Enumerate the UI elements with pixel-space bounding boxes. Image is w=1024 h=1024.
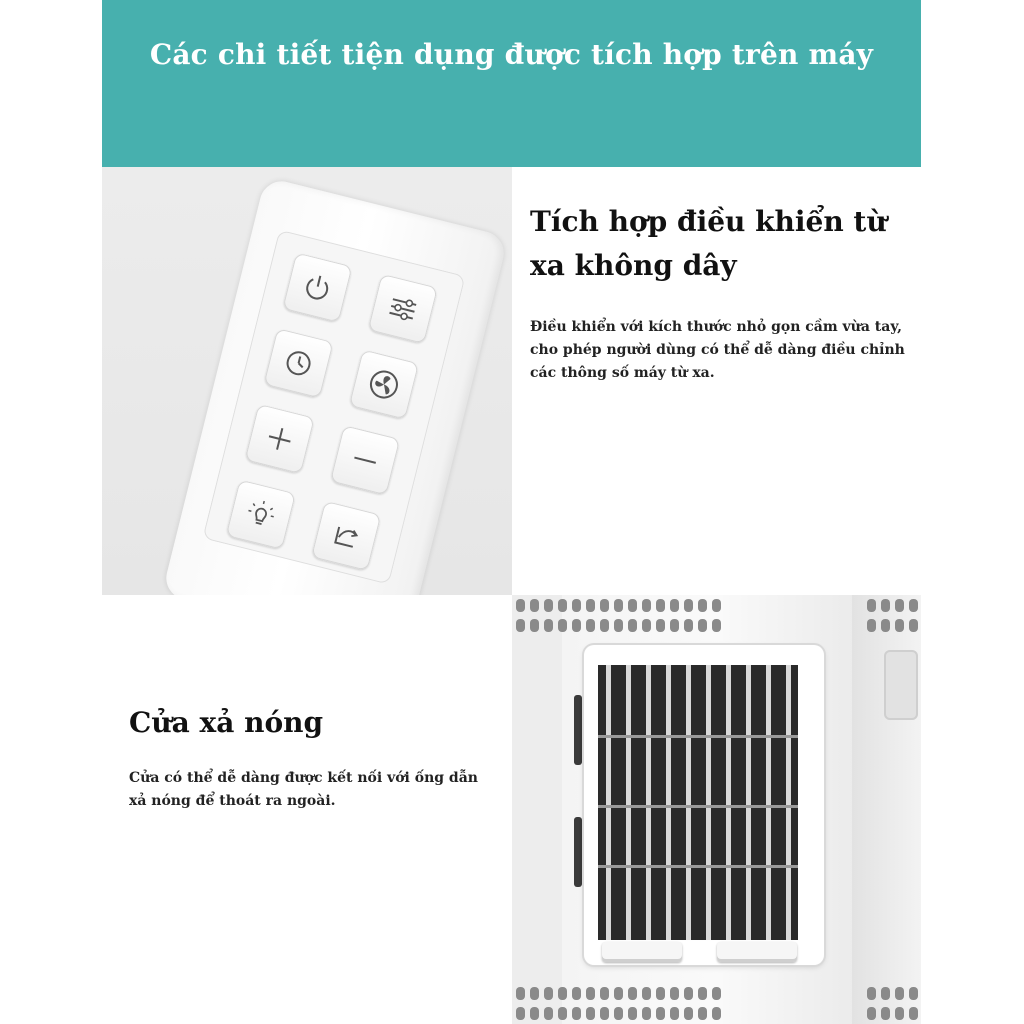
vent-hole xyxy=(558,619,567,632)
vent-hole xyxy=(684,1007,693,1020)
vent-hole xyxy=(530,619,539,632)
grill-bar xyxy=(666,665,671,940)
vent-hole xyxy=(530,1007,539,1020)
frame-clip xyxy=(717,942,797,962)
vent-hole xyxy=(530,599,539,612)
minus-icon xyxy=(330,425,400,495)
vent-hole xyxy=(698,1007,707,1020)
vent-hole xyxy=(642,599,651,612)
vent-hole xyxy=(895,599,904,612)
vent-hole xyxy=(656,987,665,1000)
banner-title: Các chi tiết tiện dụng được tích hợp trên máy xyxy=(149,38,874,71)
vent-hole xyxy=(586,987,595,1000)
vent-hole xyxy=(558,1007,567,1020)
vent-hole xyxy=(684,599,693,612)
vent-hole xyxy=(628,599,637,612)
vent-hole xyxy=(881,619,890,632)
vent-hole xyxy=(909,599,918,612)
vent-hole xyxy=(558,599,567,612)
remote-control-photo xyxy=(102,167,512,595)
vent-hole xyxy=(600,619,609,632)
light-bulb-icon xyxy=(226,479,296,549)
vent-hole xyxy=(614,1007,623,1020)
vent-hole xyxy=(516,987,525,1000)
vent-hole xyxy=(867,1007,876,1020)
vent-hole xyxy=(881,987,890,1000)
vent-hole xyxy=(867,599,876,612)
vent-hole xyxy=(684,619,693,632)
swing-icon xyxy=(311,501,381,571)
vent-hole xyxy=(670,599,679,612)
vent-hole xyxy=(586,599,595,612)
plus-icon xyxy=(245,404,315,474)
grill-bar xyxy=(786,665,791,940)
exhaust-description: Cửa có thể dễ dàng được kết nối với ống dẫn xả nóng để thoát ra ngoài. xyxy=(129,770,478,809)
vent-hole xyxy=(516,599,525,612)
vent-hole xyxy=(614,619,623,632)
vent-hole xyxy=(698,599,707,612)
vent-hole xyxy=(544,987,553,1000)
vent-hole xyxy=(895,1007,904,1020)
vent-hole xyxy=(586,1007,595,1020)
vent-hole xyxy=(656,599,665,612)
grill-bar xyxy=(766,665,771,940)
remote-description: Điều khiển với kích thước nhỏ gọn cầm vừa tay, cho phép người dùng có thể dễ dàng điều chỉnh các thông số máy từ xa. xyxy=(530,319,905,381)
vent-hole xyxy=(895,619,904,632)
vent-hole xyxy=(558,987,567,1000)
vent-hole xyxy=(572,1007,581,1020)
vent-hole xyxy=(516,1007,525,1020)
vent-hole xyxy=(572,987,581,1000)
vent-hole xyxy=(867,619,876,632)
grill-crossbar xyxy=(598,865,798,868)
vent-hole xyxy=(600,599,609,612)
vent-hole xyxy=(600,1007,609,1020)
remote-button-pad xyxy=(202,230,465,585)
vent-hole xyxy=(628,619,637,632)
vent-hole xyxy=(642,987,651,1000)
vent-hole xyxy=(712,619,721,632)
vent-hole xyxy=(712,1007,721,1020)
exhaust-heading: Cửa xả nóng xyxy=(129,706,324,739)
vent-hole xyxy=(628,987,637,1000)
vent-hole xyxy=(656,1007,665,1020)
vent-hole xyxy=(909,619,918,632)
grill-bar xyxy=(686,665,691,940)
grill-bar xyxy=(746,665,751,940)
timer-clock-icon xyxy=(263,328,333,398)
side-slot xyxy=(574,817,582,887)
exhaust-grill xyxy=(598,665,798,940)
grill-bar xyxy=(706,665,711,940)
header-banner xyxy=(102,0,921,167)
settings-sliders-icon xyxy=(368,274,438,344)
vent-hole xyxy=(614,987,623,1000)
vent-hole xyxy=(614,599,623,612)
vent-hole xyxy=(698,619,707,632)
vent-hole xyxy=(628,1007,637,1020)
vent-hole xyxy=(642,619,651,632)
vent-hole xyxy=(881,599,890,612)
vent-hole xyxy=(670,987,679,1000)
frame-clip xyxy=(602,942,682,962)
vent-hole xyxy=(572,619,581,632)
vent-hole xyxy=(881,1007,890,1020)
vent-hole xyxy=(684,987,693,1000)
remote-heading: Tích hợp điều khiển từ xa không dây xyxy=(530,205,887,282)
vent-hole xyxy=(698,987,707,1000)
exhaust-vent-photo xyxy=(512,595,921,1024)
vent-hole xyxy=(544,1007,553,1020)
vent-hole xyxy=(586,619,595,632)
vent-hole xyxy=(544,599,553,612)
vent-hole xyxy=(642,1007,651,1020)
vent-hole xyxy=(600,987,609,1000)
remote-control xyxy=(162,177,509,595)
vent-hole xyxy=(909,1007,918,1020)
vent-hole xyxy=(712,599,721,612)
vent-hole xyxy=(895,987,904,1000)
vent-hole xyxy=(516,619,525,632)
grill-crossbar xyxy=(598,735,798,738)
vent-hole xyxy=(909,987,918,1000)
vent-hole xyxy=(572,599,581,612)
power-icon xyxy=(282,252,352,322)
grill-crossbar xyxy=(598,805,798,808)
vent-hole xyxy=(656,619,665,632)
grill-bar xyxy=(646,665,651,940)
vent-hole xyxy=(712,987,721,1000)
fan-icon xyxy=(349,349,419,419)
vent-hole xyxy=(670,1007,679,1020)
side-slot xyxy=(574,695,582,765)
vent-hole xyxy=(544,619,553,632)
vent-hole xyxy=(670,619,679,632)
grill-bar xyxy=(726,665,731,940)
vent-hole xyxy=(867,987,876,1000)
handle-slot xyxy=(884,650,918,720)
grill-bar xyxy=(626,665,631,940)
vent-hole xyxy=(530,987,539,1000)
grill-bar xyxy=(606,665,611,940)
